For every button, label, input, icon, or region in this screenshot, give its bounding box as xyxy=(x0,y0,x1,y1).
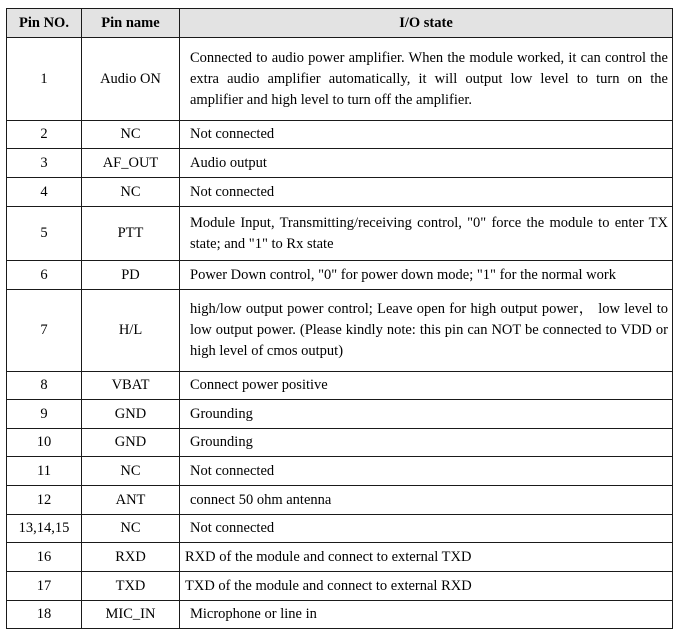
io-state-cell: Grounding xyxy=(180,429,673,457)
pin-no-cell: 1 xyxy=(7,38,82,121)
pin-no-cell: 13,14,15 xyxy=(7,515,82,543)
table-row xyxy=(7,515,673,543)
io-state-cell: Module Input, Transmitting/receiving control, "0" force the module to enter TX state; and "1" to Rx state xyxy=(180,207,673,261)
io-state-cell: Connect power positive xyxy=(180,372,673,400)
io-state-cell: Power Down control, "0" for power down mode; "1" for the normal work xyxy=(180,261,673,290)
pin-name-cell: TXD xyxy=(82,572,180,601)
table-row xyxy=(7,149,673,178)
pin-name-cell: GND xyxy=(82,400,180,429)
pin-name-cell: NC xyxy=(82,178,180,207)
io-state-cell: Not connected xyxy=(180,515,673,543)
table-row xyxy=(7,572,673,601)
table-row xyxy=(7,400,673,429)
pin-name-cell: H/L xyxy=(82,290,180,372)
pin-name-cell: GND xyxy=(82,429,180,457)
io-state-cell: Not connected xyxy=(180,121,673,149)
pin-name-cell: RXD xyxy=(82,543,180,572)
io-state-cell: Audio output xyxy=(180,149,673,178)
pin-no-cell: 9 xyxy=(7,400,82,429)
pin-name-cell: NC xyxy=(82,515,180,543)
pin-no-cell: 5 xyxy=(7,207,82,261)
io-state-cell: RXD of the module and connect to external TXD xyxy=(180,543,673,572)
io-state-cell: TXD of the module and connect to external RXD xyxy=(180,572,673,601)
io-state-cell: Not connected xyxy=(180,457,673,486)
pin-name-cell: PD xyxy=(82,261,180,290)
io-state-cell: Grounding xyxy=(180,400,673,429)
pin-name-cell: Audio ON xyxy=(82,38,180,121)
pin-name-cell: NC xyxy=(82,121,180,149)
table-row xyxy=(7,486,673,515)
pin-no-cell: 12 xyxy=(7,486,82,515)
pin-name-cell: NC xyxy=(82,457,180,486)
pin-no-cell: 16 xyxy=(7,543,82,572)
io-state-cell: Connected to audio power amplifier. When the module worked, it can control the extra audio amplifier automatically, it will output low level to turn on the amplifier and high level to turn off the amplifier. xyxy=(180,38,673,121)
pin-no-cell: 4 xyxy=(7,178,82,207)
pin-no-cell: 3 xyxy=(7,149,82,178)
pin-name-cell: MIC_IN xyxy=(82,601,180,629)
table-row xyxy=(7,372,673,400)
table-row xyxy=(7,457,673,486)
pin-no-cell: 7 xyxy=(7,290,82,372)
table-row xyxy=(7,429,673,457)
table-row xyxy=(7,543,673,572)
pin-no-cell: 10 xyxy=(7,429,82,457)
table-row xyxy=(7,121,673,149)
header-io-state: I/O state xyxy=(180,9,673,38)
table-row xyxy=(7,261,673,290)
io-state-cell: connect 50 ohm antenna xyxy=(180,486,673,515)
io-state-cell: Microphone or line in xyxy=(180,601,673,629)
pin-definition-table xyxy=(6,8,673,629)
pin-no-cell: 8 xyxy=(7,372,82,400)
pin-no-cell: 17 xyxy=(7,572,82,601)
io-state-cell: high/low output power control; Leave open for high output power， low level to low output power. (Please kindly note: this pin can NOT be connected to VDD or high level of cmos output) xyxy=(180,290,673,372)
table-row xyxy=(7,290,673,372)
pin-no-cell: 11 xyxy=(7,457,82,486)
header-pin-name: Pin name xyxy=(82,9,180,38)
pin-name-cell: AF_OUT xyxy=(82,149,180,178)
table-row xyxy=(7,178,673,207)
table-header-row xyxy=(7,9,673,38)
table-row xyxy=(7,601,673,629)
table-row xyxy=(7,38,673,121)
pin-name-cell: PTT xyxy=(82,207,180,261)
io-state-cell: Not connected xyxy=(180,178,673,207)
pin-no-cell: 6 xyxy=(7,261,82,290)
pin-name-cell: ANT xyxy=(82,486,180,515)
table-row xyxy=(7,207,673,261)
header-pin-no: Pin NO. xyxy=(7,9,82,38)
pin-no-cell: 18 xyxy=(7,601,82,629)
pin-no-cell: 2 xyxy=(7,121,82,149)
pin-name-cell: VBAT xyxy=(82,372,180,400)
